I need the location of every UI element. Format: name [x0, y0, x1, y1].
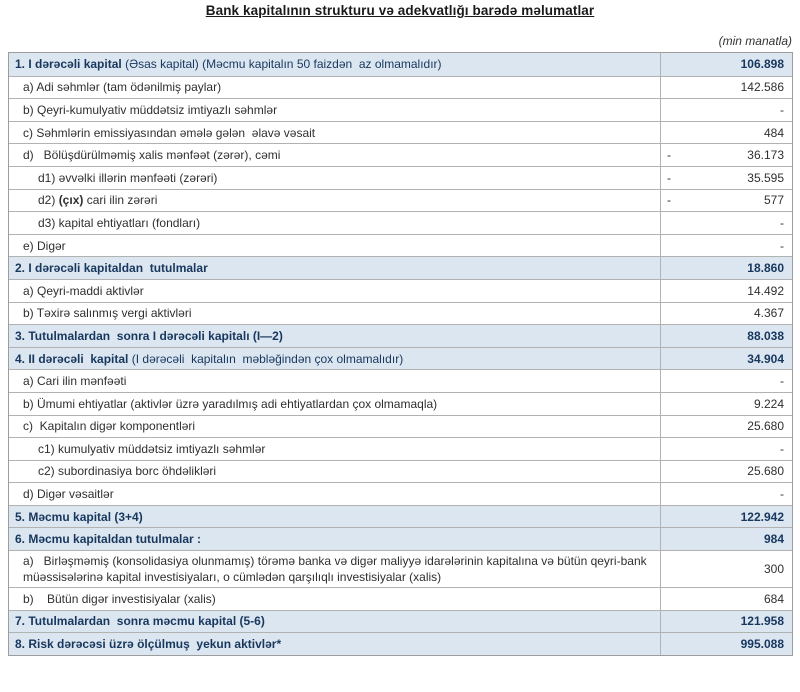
row-label: 6. Məcmu kapitaldan tutulmalar :: [9, 528, 661, 550]
row-value: -: [780, 487, 784, 502]
table-row: [9, 392, 792, 415]
row-value: 4.367: [753, 306, 784, 321]
row-label: b) Ümumi ehtiyatlar (aktivlər üzrə yaradılmış adi ehtiyatlardan çox olmamaqla): [9, 393, 661, 415]
row-label: 7. Tutulmalardan sonra məcmu kapital (5-6): [9, 611, 661, 633]
row-value: 106.898: [740, 57, 784, 72]
table-row: [9, 143, 792, 166]
row-value: -: [780, 102, 784, 117]
row-label: c) Kapitalın digər komponentləri: [9, 416, 661, 438]
row-value: 122.942: [740, 509, 784, 524]
table-row: [9, 234, 792, 257]
row-value: 121.958: [740, 614, 784, 629]
row-label: a) Qeyri-maddi aktivlər: [9, 280, 661, 302]
row-label: 8. Risk dərəcəsi üzrə ölçülmuş yekun aktivlər*: [9, 633, 661, 655]
row-label: 5. Məcmu kapital (3+4): [9, 506, 661, 528]
row-label: d) Bölüşdürülməmiş xalis mənfəət (zərər), cəmi: [9, 144, 661, 166]
row-value: 995.088: [740, 637, 784, 652]
row-label: a) Adi səhmlər (tam ödənilmiş paylar): [9, 77, 661, 99]
row-value: -: [780, 238, 784, 253]
table-row: [9, 505, 792, 528]
row-label: e) Digər: [9, 235, 661, 257]
table-row: [9, 166, 792, 189]
row-label: b) Bütün digər investisiyalar (xalis): [9, 588, 661, 610]
row-label: b) Qeyri-kumulyativ müddətsiz imtiyazlı səhmlər: [9, 99, 661, 121]
table-row: [9, 610, 792, 633]
table-row: [9, 550, 792, 587]
row-value: -: [780, 215, 784, 230]
row-value: 484: [763, 125, 784, 140]
table-row: [9, 211, 792, 234]
row-label: c) Səhmlərin emissiyasından əmələ gələn əlavə vəsait: [9, 122, 661, 144]
row-value: - 577: [667, 193, 784, 208]
row-value: 25.680: [747, 419, 784, 434]
table-row: [9, 302, 792, 325]
table-row: [9, 256, 792, 279]
table-row: [9, 587, 792, 610]
capital-table-body: [9, 53, 792, 655]
row-value: 88.038: [747, 328, 784, 343]
row-value: 34.904: [747, 351, 784, 366]
page-title: Bank kapitalının strukturu və adekvatlığı barədə məlumatlar: [205, 3, 595, 18]
table-row: [9, 437, 792, 460]
row-value: - 35.595: [667, 170, 784, 185]
row-label: b) Təxirə salınmış vergi aktivləri: [9, 303, 661, 325]
row-value: 142.586: [740, 80, 784, 95]
row-value: 300: [763, 562, 784, 577]
row-value: 984: [763, 532, 784, 547]
table-row: [9, 415, 792, 438]
table-row: [9, 632, 792, 655]
row-value: 9.224: [753, 396, 784, 411]
table-row: [9, 347, 792, 370]
row-label: d) Digər vəsaitlər: [9, 483, 661, 505]
row-value: -: [780, 441, 784, 456]
row-value: - 36.173: [667, 148, 784, 163]
row-label: 4. II dərəcəli kapital (I dərəcəli kapitalın məbləğindən çox olmamalıdır): [9, 348, 661, 370]
row-label: 1. I dərəcəli kapital (Əsas kapital) (Məcmu kapitalın 50 faizdən az olmamalıdır): [9, 53, 661, 76]
row-label: a) Cari ilin mənfəəti: [9, 370, 661, 392]
row-label: 3. Tutulmalardan sonra I dərəcəli kapitalı (I—2): [9, 325, 661, 347]
row-label: 2. I dərəcəli kapitaldan tutulmalar: [9, 257, 661, 279]
unit-note: (min manatla): [718, 34, 792, 48]
row-label: a) Birləşməmiş (konsolidasiya olunmamış) törəmə banka və digər maliyyə idarələrinin kapitalına və bütün qeyri-bank müəssisələrinə kapital investisiyaları, o cümlədən qarşılıqlı investisiyalar (xalis): [9, 551, 661, 587]
table-row: [9, 53, 792, 76]
table-row: [9, 279, 792, 302]
row-value: -: [780, 374, 784, 389]
row-label: c2) subordinasiya borc öhdəlikləri: [9, 461, 661, 483]
row-label: d2) (çıx) cari ilin zərəri: [9, 190, 661, 212]
row-label: d3) kapital ehtiyatları (fondları): [9, 212, 661, 234]
row-value: 18.860: [747, 261, 784, 276]
table-row: [9, 76, 792, 99]
table-row: [9, 121, 792, 144]
table-row: [9, 460, 792, 483]
table-row: [9, 369, 792, 392]
row-value: 684: [763, 591, 784, 606]
table-row: [9, 324, 792, 347]
row-value: 14.492: [747, 283, 784, 298]
row-value: 25.680: [747, 464, 784, 479]
table-row: [9, 527, 792, 550]
table-row: [9, 98, 792, 121]
table-row: [9, 482, 792, 505]
row-label: d1) əvvəlki illərin mənfəəti (zərəri): [9, 167, 661, 189]
row-label: c1) kumulyativ müddətsiz imtiyazlı səhmlər: [9, 438, 661, 460]
table-row: [9, 189, 792, 212]
capital-structure-table: [8, 52, 793, 656]
